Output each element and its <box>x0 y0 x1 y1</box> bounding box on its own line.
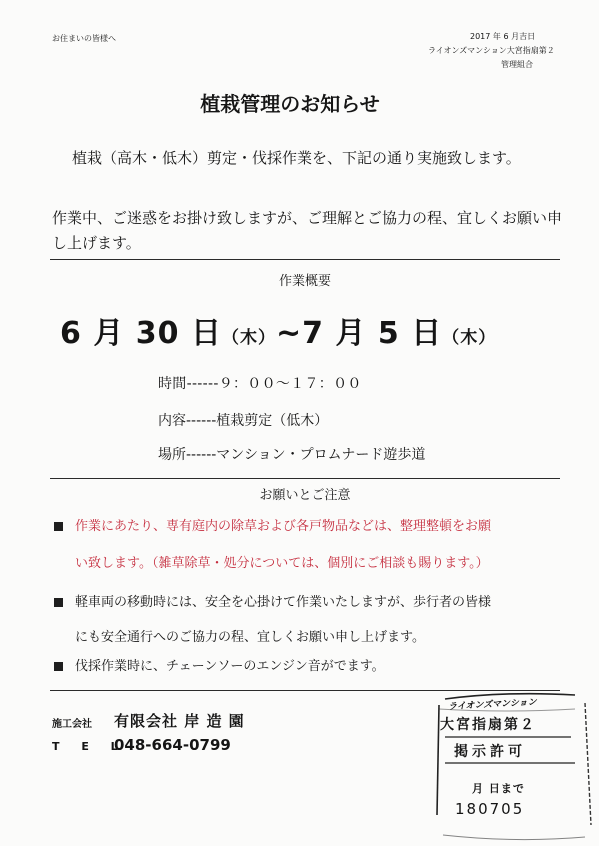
bullet-square-icon <box>54 522 63 531</box>
notes-heading: お願いとご注意 <box>259 488 351 503</box>
stamp-building: 大宮指扇第２ <box>440 717 536 733</box>
date-separator: ~ <box>275 316 303 351</box>
intro-paragraph-1: 植栽（高木・低木）剪定・伐採作業を、下記の通り実施致します。 <box>72 149 521 167</box>
bullet-square-icon <box>54 598 63 607</box>
addressee: お住まいの皆様へ <box>52 34 116 43</box>
overview-heading: 作業概要 <box>278 274 331 289</box>
contractor-name: 有限会社 岸 造 園 <box>114 712 245 730</box>
start-weekday: （木） <box>221 328 276 348</box>
work-place: 場所------マンション・プロムナード遊歩道 <box>158 447 426 463</box>
divider <box>50 259 560 260</box>
start-date: 6 月 30 日 <box>60 316 222 351</box>
association-name: 管理組合 <box>501 60 533 69</box>
end-date: 7 月 5 日 <box>302 316 443 351</box>
issue-date: 2017 年 6 月吉日 <box>470 32 536 41</box>
intro-paragraph-2: 作業中、ご迷惑をお掛け致しますが、ご理解とご協力の程、宜しくお願い申し上げます。 <box>52 209 563 252</box>
bullet-square-icon <box>54 662 63 671</box>
work-time: 時間------９：００～１７：００ <box>158 376 362 392</box>
stamp-posting-permit: 掲示許可 <box>454 744 526 760</box>
end-weekday: （木） <box>442 328 497 348</box>
note-1-line-2: い致します。（雑草除草・処分については、個別にご相談も賜ります。） <box>75 556 489 571</box>
stamp-due-label: 月 日まで <box>472 782 525 795</box>
contractor-label: 施工会社 <box>52 719 92 730</box>
work-schedule <box>60 308 496 352</box>
note-2-line-1: 軽車両の移動時には、安全を心掛けて作業いたしますが、歩行者の皆様 <box>75 595 492 610</box>
note-2-line-2: にも安全通行へのご協力の程、宜しくお願い申し上げます。 <box>75 630 425 645</box>
stamp-number: 180705 <box>455 800 525 818</box>
divider <box>50 478 560 479</box>
tel-number: 048-664-0799 <box>114 736 231 754</box>
notice-title: 植栽管理のお知らせ <box>200 92 380 116</box>
building-name: ライオンズマンション大宮指扇第２ <box>428 46 555 55</box>
note-1-line-1: 作業にあたり、専有庭内の除草および各戸物品などは、整理整頓をお願 <box>75 519 492 534</box>
tel-label: T E L <box>52 740 127 753</box>
stamp-header: ライオンズマンション <box>447 697 537 713</box>
work-content: 内容------植栽剪定（低木） <box>158 413 329 429</box>
note-3: 伐採作業時に、チェーンソーのエンジン音がでます。 <box>75 659 385 674</box>
